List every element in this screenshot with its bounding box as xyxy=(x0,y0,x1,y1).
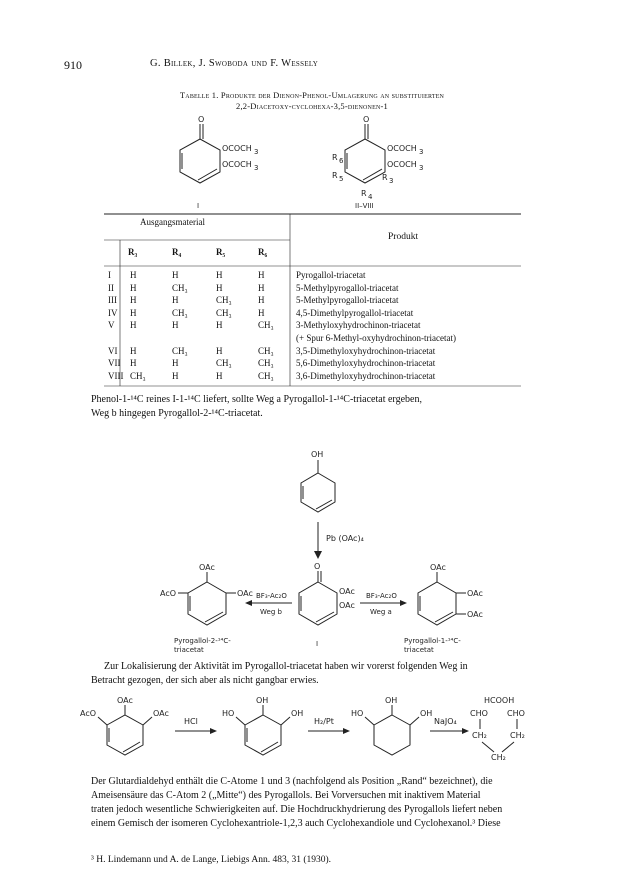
arrow-left-way: Weg b xyxy=(260,608,282,616)
svg-text:OCOCH: OCOCH xyxy=(222,144,252,153)
col-product-header: Produkt xyxy=(388,232,419,242)
structure-I xyxy=(180,124,220,183)
table-cell-product: 5,6-Dimethyloxyhydrochinon-triacetat xyxy=(296,358,436,369)
table-cell-product: 3,6-Dimethyloxyhydrochinon-triacetat xyxy=(296,370,436,381)
s2-hcooh: HCOOH xyxy=(484,696,515,705)
s2-ch-oh-top: OH xyxy=(385,696,398,705)
right-oac-bottom: OAc xyxy=(467,610,483,619)
s2-pg-oh-right: OH xyxy=(291,709,304,718)
s2-cho-left: CHO xyxy=(470,709,488,718)
para3-line3: traten jedoch wesentliche Schwierigkeiten auf. Die Hochdruckhydrierung des Pyrogallols liefert neben xyxy=(91,804,503,815)
table-cell-r5: H xyxy=(216,282,223,293)
table-cell-r6: CH₃ xyxy=(258,358,274,369)
arrow-right-reagent: BF₃-Ac₂O xyxy=(366,592,397,600)
table-cell-id: II xyxy=(108,282,114,293)
table-cell-id: VI xyxy=(108,345,118,356)
pyrogallol-2-structure xyxy=(178,572,236,625)
table-cell-r4: H xyxy=(172,370,179,381)
struct-right-label: II–VIII xyxy=(355,202,374,210)
col-group-header: Ausgangsmaterial xyxy=(140,217,205,227)
table-cell-product: 3-Methyloxyhydrochinon-triacetat xyxy=(296,320,421,331)
center-label: I xyxy=(316,640,319,648)
struct-left-label: I xyxy=(197,202,200,210)
col-header-r4: R₄ xyxy=(172,247,182,257)
table-cell-r5: H xyxy=(216,370,223,381)
right-product-label2: triacetat xyxy=(404,646,434,654)
table-cell-r3: H xyxy=(130,345,137,356)
para1-line2: Weg b hingegen Pyrogallol-2-¹⁴C-triacetat. xyxy=(91,408,263,419)
table-cell-r4: H xyxy=(172,270,179,280)
svg-text:3: 3 xyxy=(389,177,394,185)
reagent-h2pt: H₂/Pt xyxy=(314,717,334,726)
s2-ch2-bottom: CH₂ xyxy=(491,753,506,762)
phenol-structure xyxy=(301,460,335,512)
s2-pg-oh-top: OH xyxy=(256,696,269,705)
right-oac-top: OAc xyxy=(430,563,446,572)
table-cell-id: V xyxy=(108,320,115,331)
table-cell-r6: H xyxy=(258,282,265,293)
table-cell-id: III xyxy=(108,295,117,306)
table-cell-product: 5-Methylpyrogallol-triacetat xyxy=(296,295,399,306)
table-cell-r3: H xyxy=(130,295,137,306)
svg-text:OCOCH: OCOCH xyxy=(222,160,252,169)
table-cell-r5: CH₃ xyxy=(216,307,232,318)
para2-line2: Betracht gezogen, der sich aber als nicht gangbar erwies. xyxy=(91,675,319,686)
para3-line1: Der Glutardialdehyd enthält die C-Atome 1 und 3 (nachfolgend als Position „Rand“ bezeichnet), die xyxy=(91,776,493,787)
table-cell-product: 5-Methylpyrogallol-triacetat xyxy=(296,282,399,293)
table-caption-line2: 2,2-Diacetoxy-cyclohexa-3,5-dienonen-1 xyxy=(236,101,388,111)
table-cell-r5: H xyxy=(216,320,223,331)
s2-ch2-left: CH₂ xyxy=(472,731,487,740)
center-oxygen: O xyxy=(314,562,321,571)
center-oac2: OAc xyxy=(339,601,355,610)
s2-ch2-right: CH₂ xyxy=(510,731,525,740)
scheme2-pyrogallol xyxy=(236,705,290,755)
table-cell-r4: CH₃ xyxy=(172,282,188,293)
table-cell-r6: CH₃ xyxy=(258,320,274,331)
table-cell-r3: H xyxy=(130,307,137,318)
left-aco: AcO xyxy=(160,589,177,598)
table-cell-r5: CH₃ xyxy=(216,358,232,369)
svg-text:6: 6 xyxy=(339,157,344,165)
reagent-pb: Pb (OAc)₄ xyxy=(326,534,364,543)
svg-text:R: R xyxy=(332,171,338,180)
arrow-down-head xyxy=(314,551,322,559)
footnote: ³ H. Lindemann und A. de Lange, Liebigs Ann. 483, 31 (1930). xyxy=(91,855,332,865)
table-cell-product: (+ Spur 6-Methyl-oxyhydrochinon-triacetat) xyxy=(296,333,457,343)
scheme2-triacetate xyxy=(98,705,152,755)
table-cell-id: I xyxy=(108,270,111,280)
phenol-oh: OH xyxy=(311,450,324,459)
table-cell-r6: CH₃ xyxy=(258,370,274,381)
svg-text:R: R xyxy=(361,189,367,198)
left-product-label2: triacetat xyxy=(174,646,204,654)
s2-aco: AcO xyxy=(80,709,97,718)
left-product-label: Pyrogallol-2-¹⁴C- xyxy=(174,637,231,645)
table-cell-r3: H xyxy=(130,270,137,280)
s2-cho-right: CHO xyxy=(507,709,525,718)
table-cell-r4: CH₃ xyxy=(172,345,188,356)
svg-text:R: R xyxy=(382,173,388,182)
table-cell-r6: CH₃ xyxy=(258,345,274,356)
table-cell-r4: H xyxy=(172,358,179,369)
table-cell-r6: H xyxy=(258,295,265,306)
table-cell-r3: H xyxy=(130,358,137,369)
left-oac-right: OAc xyxy=(237,589,253,598)
arrow-left-reagent: BF₃-Ac₂O xyxy=(256,592,287,600)
right-oac-mid: OAc xyxy=(467,589,483,598)
table-cell-r3: CH₃ xyxy=(130,370,146,381)
svg-text:5: 5 xyxy=(339,175,344,183)
s2-oac-top: OAc xyxy=(117,696,133,705)
table-cell-r3: H xyxy=(130,282,137,293)
arrow-right-way: Weg a xyxy=(370,608,392,616)
para3-line4: einem Gemisch der isomeren Cyclohexantriole-1,2,3 auch Cyclohexandiole und Cyclohexanol.³ Diese xyxy=(91,818,501,829)
center-oac1: OAc xyxy=(339,587,355,596)
s2-oac-right: OAc xyxy=(153,709,169,718)
table-caption-line1: Tabelle 1. Produkte der Dienon-Phenol-Umlagerung an substituierten xyxy=(179,90,445,100)
table-cell-r5: H xyxy=(216,270,223,280)
running-title: G. Billek, J. Swoboda und F. Wessely xyxy=(150,58,319,69)
s2-pg-ho: HO xyxy=(222,709,235,718)
table-cell-r4: CH₃ xyxy=(172,307,188,318)
struct-I-oxygen: O xyxy=(198,115,205,124)
table-cell-product: Pyrogallol-triacetat xyxy=(296,270,366,280)
svg-text:3: 3 xyxy=(419,148,424,156)
s2-ch-oh-right: OH xyxy=(420,709,433,718)
table-cell-id: IV xyxy=(108,307,118,318)
pyrogallol-1-structure xyxy=(418,572,466,625)
col-header-r6: R₆ xyxy=(258,247,268,257)
para2-line1: Zur Lokalisierung der Aktivität im Pyrogallol-triacetat haben wir vorerst folgenden Weg in xyxy=(104,661,468,672)
table-cell-r5: CH₃ xyxy=(216,295,232,306)
table-cell-product: 4,5-Dimethylpyrogallol-triacetat xyxy=(296,307,414,318)
svg-text:4: 4 xyxy=(368,193,373,201)
svg-text:3: 3 xyxy=(254,148,259,156)
svg-text:3: 3 xyxy=(419,164,424,172)
col-header-r5: R₅ xyxy=(216,247,226,257)
svg-text:R: R xyxy=(332,153,338,162)
reagent-hcl: HCl xyxy=(184,717,198,726)
structure-II-VIII xyxy=(345,124,385,183)
table-cell-r5: H xyxy=(216,345,223,356)
table-cell-r4: H xyxy=(172,320,179,331)
table-cell-r3: H xyxy=(130,320,137,331)
svg-text:OCOCH: OCOCH xyxy=(387,160,417,169)
para1-line1: Phenol-1-¹⁴C reines I-1-¹⁴C liefert, sollte Weg a Pyrogallol-1-¹⁴C-triacetat ergeben, xyxy=(91,394,422,405)
table-cell-product: 3,5-Dimethyloxyhydrochinon-triacetat xyxy=(296,345,436,356)
table-cell-r4: H xyxy=(172,295,179,306)
page-number: 910 xyxy=(64,58,82,72)
right-product-label: Pyrogallol-1-¹⁴C- xyxy=(404,637,461,645)
col-header-r3: R₃ xyxy=(128,247,138,257)
svg-text:3: 3 xyxy=(254,164,259,172)
svg-text:OCOCH: OCOCH xyxy=(387,144,417,153)
s2-ch-ho: HO xyxy=(351,709,364,718)
reagent-naio4: NaJO₄ xyxy=(434,717,457,726)
svg-text:O: O xyxy=(363,115,370,124)
table-cell-r6: H xyxy=(258,307,265,318)
dienone-structure xyxy=(299,571,337,625)
para3-line2: Ameisensäure das C-Atom 2 („Mitte“) des Pyrogallols. Bei Vorversuchen mit inaktivem Material xyxy=(91,790,481,801)
scheme2-cyclohexanetriol xyxy=(365,705,419,755)
left-oac-top: OAc xyxy=(199,563,215,572)
table-cell-id: VIII xyxy=(108,370,124,381)
table-cell-id: VII xyxy=(108,358,121,369)
table-cell-r6: H xyxy=(258,270,265,280)
